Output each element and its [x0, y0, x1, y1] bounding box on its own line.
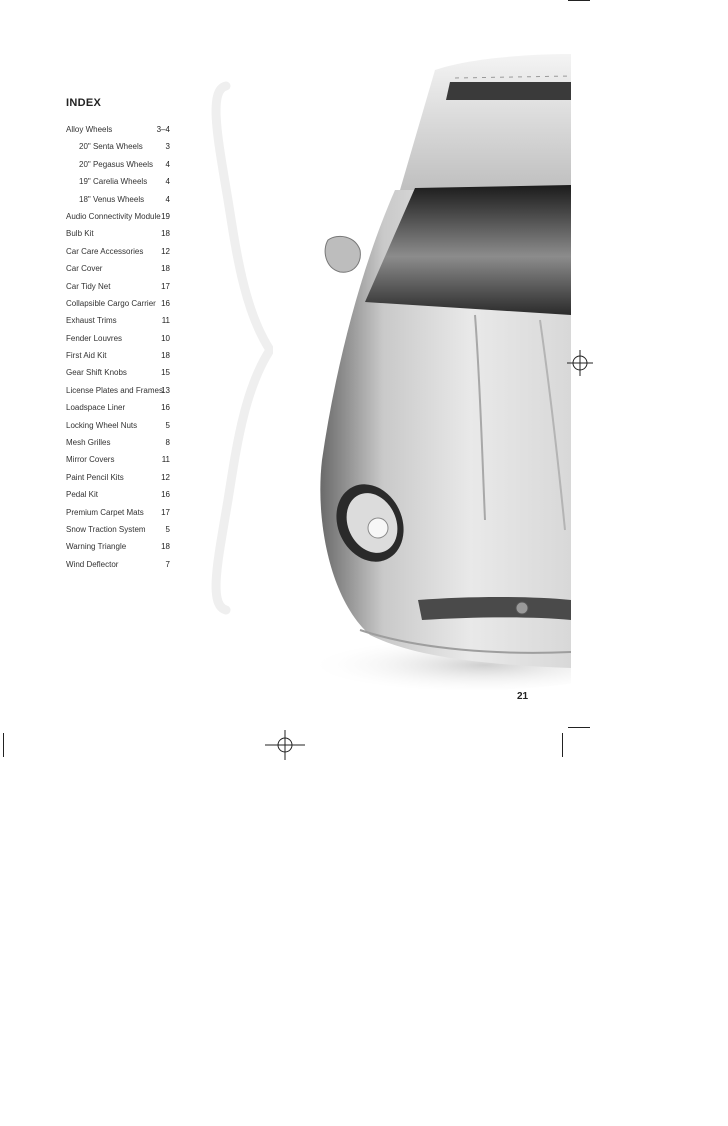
- index-entry: [66, 312, 172, 329]
- index-entry-label: 20" Senta Wheels: [79, 142, 143, 152]
- index-entry-page: 3: [165, 142, 170, 152]
- index-list: [66, 121, 172, 573]
- index-entry: [66, 138, 172, 155]
- index-entry-page: 4: [165, 177, 170, 187]
- index-entry: [66, 538, 172, 555]
- index-entry: [66, 469, 172, 486]
- index-entry: [66, 243, 172, 260]
- index-entry-label: Gear Shift Knobs: [66, 368, 127, 378]
- index-entry-label: Loadspace Liner: [66, 403, 126, 413]
- index-entry: [66, 225, 172, 242]
- index-entry-page: 17: [161, 507, 170, 517]
- index-entry: [66, 451, 172, 468]
- index-entry-label: 19" Carelia Wheels: [79, 177, 148, 187]
- index-title: INDEX: [66, 97, 102, 109]
- index-entry-page: 18: [161, 542, 170, 552]
- index-entry-label: Mesh Grilles: [66, 438, 111, 448]
- index-entry-page: 3–4: [156, 125, 170, 134]
- index-entry-page: 5: [165, 524, 170, 534]
- index-entry: [66, 556, 172, 573]
- index-entry-page: 18: [161, 229, 170, 239]
- index-entry: [66, 364, 172, 381]
- registration-mark-icon: [567, 350, 593, 376]
- index-entry-label: 20" Pegasus Wheels: [79, 159, 153, 169]
- index-entry: [66, 260, 172, 277]
- index-entry: [66, 278, 172, 295]
- index-entry-page: 10: [161, 333, 170, 343]
- index-entry-page: 15: [161, 368, 170, 378]
- index-entry-label: Audio Connectivity Module: [66, 211, 161, 221]
- index-entry-page: 13: [161, 385, 170, 395]
- index-entry-label: Fender Louvres: [66, 333, 123, 343]
- index-entry-label: Collapsible Cargo Carrier: [66, 298, 156, 308]
- index-entry-label: Car Care Accessories: [66, 246, 144, 256]
- index-entry: [66, 486, 172, 503]
- index-entry-label: Car Tidy Net: [66, 281, 111, 291]
- index-entry: [66, 399, 172, 416]
- decorative-brace: [178, 80, 273, 615]
- index-entry-page: 7: [165, 559, 170, 569]
- index-entry-label: Paint Pencil Kits: [66, 472, 124, 482]
- index-entry: [66, 121, 172, 138]
- crop-mark: [562, 733, 563, 757]
- index-entry-label: Locking Wheel Nuts: [66, 420, 138, 430]
- index-entry-label: License Plates and Frames: [66, 385, 163, 395]
- index-entry-page: 17: [161, 281, 170, 291]
- index-entry-label: Wind Deflector: [66, 559, 119, 569]
- index-entry-label: First Aid Kit: [66, 351, 107, 361]
- index-entry-page: 16: [161, 298, 170, 308]
- index-entry-label: Alloy Wheels: [66, 125, 113, 134]
- index-entry: [66, 295, 172, 312]
- index-entry-page: 11: [161, 316, 170, 326]
- index-entry-label: Mirror Covers: [66, 455, 115, 465]
- crop-mark: [568, 0, 590, 1]
- index-entry: [66, 173, 172, 190]
- crop-mark: [3, 733, 4, 757]
- index-entry: [66, 382, 172, 399]
- index-entry-page: 19: [161, 211, 170, 221]
- index-entry-label: Exhaust Trims: [66, 316, 117, 326]
- index-entry-page: 4: [165, 159, 170, 169]
- crop-mark: [568, 727, 590, 728]
- index-entry-label: 18" Venus Wheels: [79, 194, 145, 204]
- index-entry-page: 18: [161, 264, 170, 274]
- index-entry: [66, 330, 172, 347]
- index-entry: [66, 434, 172, 451]
- index-entry-page: 8: [165, 438, 170, 448]
- index-entry-page: 12: [161, 472, 170, 482]
- index-entry: [66, 521, 172, 538]
- index-entry-page: 16: [161, 403, 170, 413]
- index-entry-label: Warning Triangle: [66, 542, 127, 552]
- index-entry: [66, 191, 172, 208]
- index-entry-label: Car Cover: [66, 264, 103, 274]
- index-entry-page: 4: [165, 194, 170, 204]
- index-entry: [66, 504, 172, 521]
- page-number: 21: [517, 691, 529, 702]
- index-entry: [66, 417, 172, 434]
- index-entry-page: 5: [165, 420, 170, 430]
- index-entry-page: 16: [161, 490, 170, 500]
- index-entry-label: Bulb Kit: [66, 229, 94, 239]
- registration-mark-icon: [265, 730, 305, 760]
- index-entry-page: 11: [161, 455, 170, 465]
- index-entry: [66, 347, 172, 364]
- index-entry: [66, 156, 172, 173]
- car-photo: [300, 40, 571, 690]
- index-entry-label: Snow Traction System: [66, 524, 146, 534]
- index-entry-page: 12: [161, 246, 170, 256]
- index-entry-label: Premium Carpet Mats: [66, 507, 144, 517]
- index-entry: [66, 208, 172, 225]
- index-entry-page: 18: [161, 351, 170, 361]
- index-entry-label: Pedal Kit: [66, 490, 99, 500]
